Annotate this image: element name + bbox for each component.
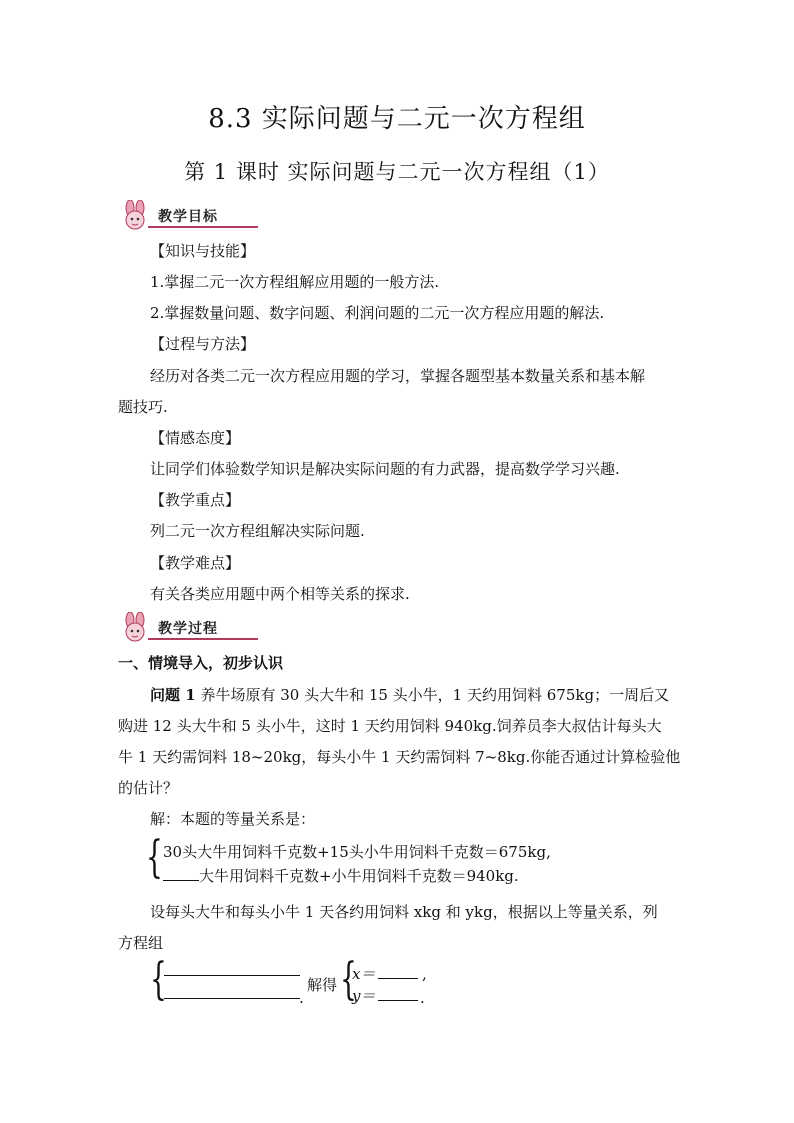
key-heading: 【教学重点】 [150, 491, 241, 509]
section-label: 教学过程 [158, 621, 218, 637]
difficulty-heading: 【教学难点】 [150, 554, 241, 572]
problem-label: 问题 1 [150, 686, 196, 704]
problem-line-2: 购进 12 头大牛和 5 头小牛，这时 1 天约用饲料 940kg.饲养员李大叔估计每头大 [118, 717, 662, 735]
difficulty-text: 有关各类应用题中两个相等关系的探求. [150, 585, 410, 603]
problem-text: 养牛场原有 30 头大牛和 15 头小牛，1 天约用饲料 675kg；一周后又 [195, 686, 670, 704]
section-badge-process [118, 612, 258, 642]
period-mark-2: . [420, 989, 425, 1007]
section-badge-goals [118, 200, 258, 230]
relation-2-text: 大牛用饲料千克数+小牛用饲料千克数＝940kg. [199, 867, 519, 885]
left-brace-icon: { [146, 832, 163, 883]
process-heading: 【过程与方法】 [150, 335, 256, 353]
problem-line-1 [150, 685, 669, 705]
emotion-text: 让同学们体验数学知识是解决实际问题的有力武器，提高数学学习兴趣. [150, 460, 620, 478]
y-answer-blank[interactable] [378, 1000, 418, 1001]
key-text: 列二元一次方程组解决实际问题. [150, 522, 365, 540]
equation-blank-1[interactable] [164, 975, 300, 976]
page-subtitle: 第 1 课时 实际问题与二元一次方程组（1） [184, 160, 610, 184]
equation-blank-2[interactable] [164, 998, 300, 999]
knowledge-item-1: 1.掌握二元一次方程组解应用题的一般方法. [150, 273, 440, 291]
setup-line-2: 方程组 [118, 934, 164, 952]
setup-line-1: 设每头大牛和每头小牛 1 天各约用饲料 xkg 和 ykg，根据以上等量关系，列 [150, 903, 658, 921]
relation-2 [163, 866, 519, 886]
solution-intro: 解：本题的等量关系是： [150, 810, 316, 828]
section-underline [148, 638, 258, 640]
page-title: 8.3 实际问题与二元一次方程组 [208, 104, 586, 134]
y-equals: y＝ [352, 987, 376, 1005]
knowledge-heading: 【知识与技能】 [150, 242, 256, 260]
problem-line-3: 牛 1 天约需饲料 18~20kg，每头小牛 1 天约需饲料 7~8kg.你能否通过计算检验他 [118, 748, 681, 766]
knowledge-item-2: 2.掌握数量问题、数字问题、利润问题的二元一次方程应用题的解法. [150, 304, 605, 322]
process-text-line-1: 经历对各类二元一次方程应用题的学习，掌握各题型基本数量关系和基本解 [150, 367, 646, 385]
period-mark: . [299, 989, 304, 1007]
left-brace-icon: { [150, 954, 167, 1005]
fill-blank[interactable] [163, 866, 199, 881]
problem-line-4: 的估计？ [118, 779, 179, 797]
left-brace-icon: { [340, 954, 357, 1005]
relation-1: 30头大牛用饲料千克数+15头小牛用饲料千克数＝675kg, [163, 843, 551, 861]
x-answer-blank[interactable] [378, 978, 418, 979]
comma-mark: , [422, 965, 427, 983]
section-label: 教学目标 [158, 209, 218, 225]
process-text-line-2: 题技巧. [118, 398, 168, 416]
emotion-heading: 【情感态度】 [150, 429, 241, 447]
x-equals: x＝ [352, 965, 376, 983]
section-underline [148, 226, 258, 228]
part1-heading: 一、情境导入，初步认识 [118, 654, 284, 672]
solve-word: 解得 [307, 976, 338, 994]
